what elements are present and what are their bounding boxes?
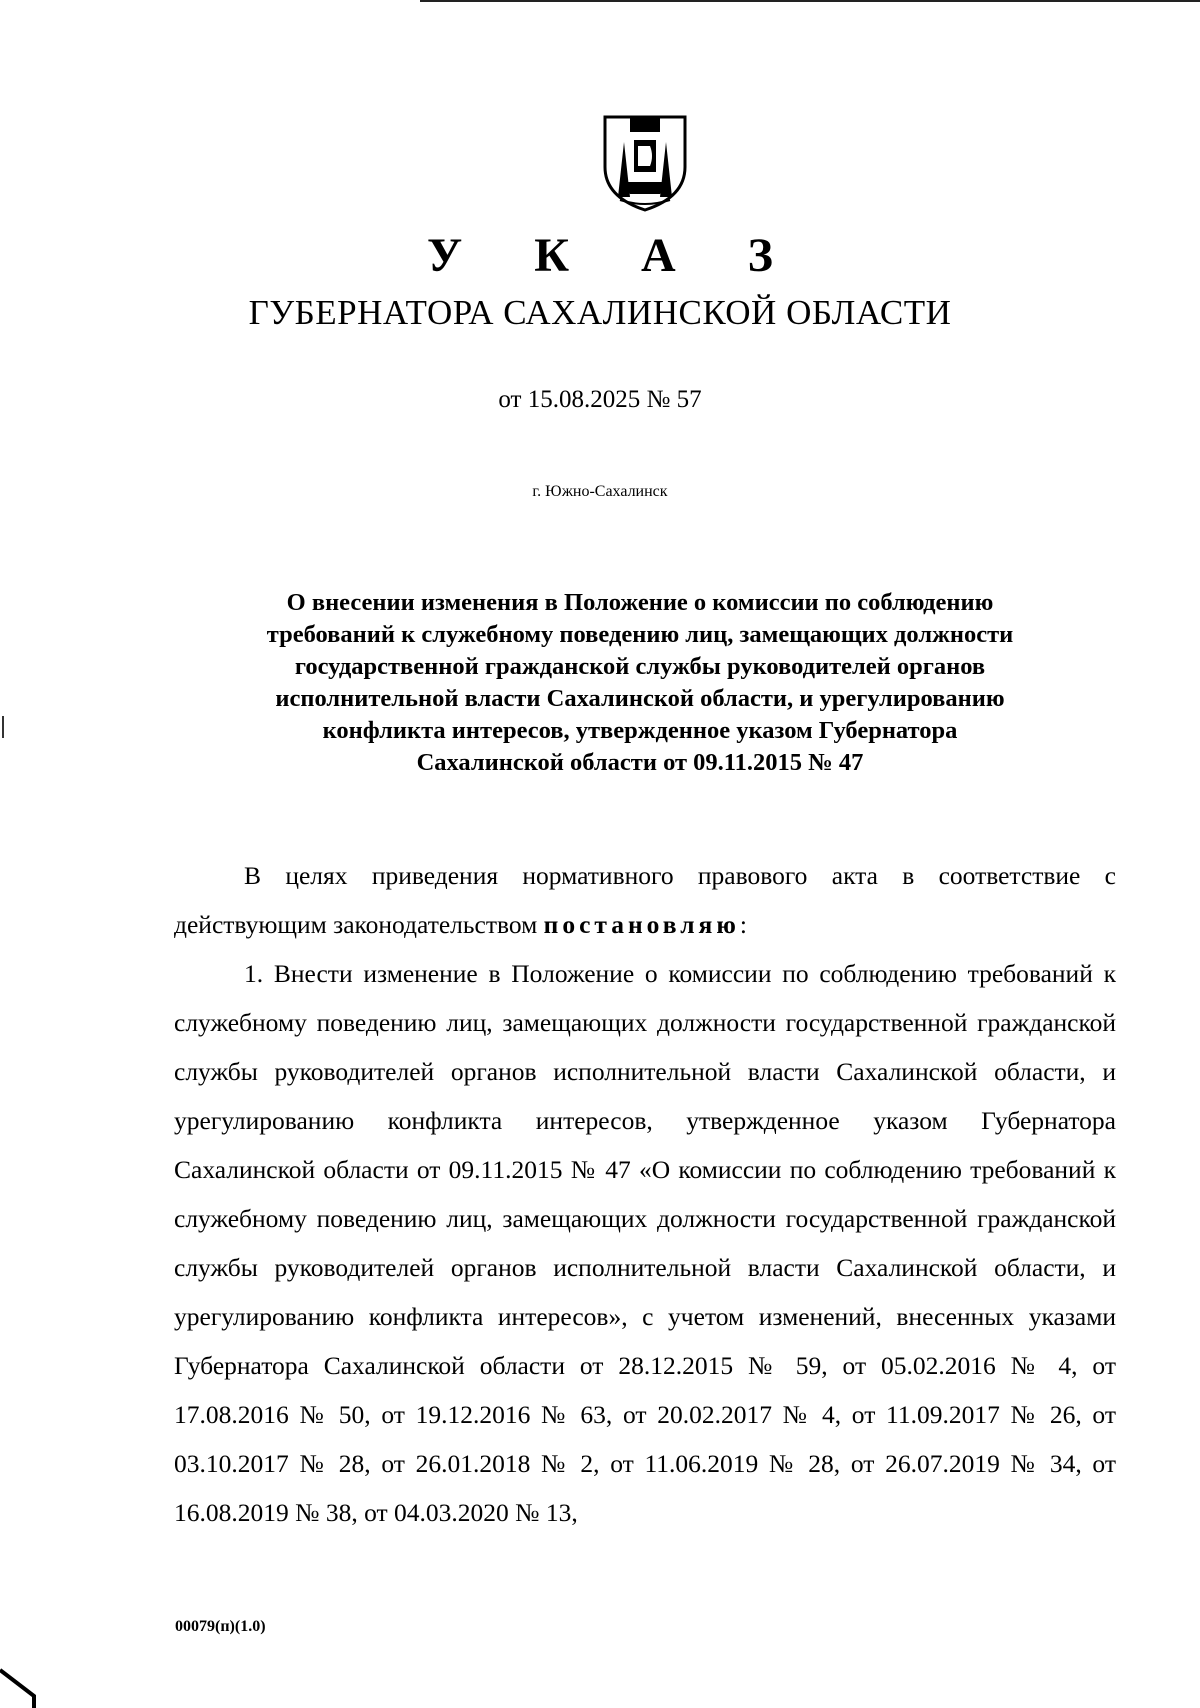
- document-title: У К А З: [426, 229, 804, 282]
- issuer-name: ГУБЕРНАТОРА САХАЛИНСКОЙ ОБЛАСТИ: [248, 293, 952, 332]
- heading-line: конфликта интересов, утвержденное указом Губернатора: [322, 717, 958, 744]
- decree-body: [174, 851, 1116, 1537]
- heading-line: государственной гражданской службы руководителей органов: [294, 653, 986, 680]
- scan-corner-mark: [0, 1668, 40, 1708]
- document-code: 00079(п)(1.0): [175, 1618, 266, 1635]
- heading-line: О внесении изменения в Положение о комиссии по соблюдению: [286, 589, 994, 616]
- preamble-end: :: [739, 910, 747, 939]
- coat-of-arms-icon: [600, 112, 690, 212]
- scan-border-line: [420, 0, 1200, 2]
- city-name: г. Южно-Сахалинск: [532, 483, 668, 500]
- item-1-paragraph: 1. Внести изменение в Положение о комиссии по соблюдению требований к служебному поведению лиц, замещающих должности государственной гражданской службы руководителей органов исполнительной власти Сахалинской области, и урегулированию конфликта интересов, утвержденное указом Губернатора Сахалинской области от 09.11.2015 № 47 «О комиссии по соблюдению требований к служебному поведению лиц, замещающих должности государственной гражданской службы руководителей органов исполнительной власти Сахалинской области, и урегулированию конфликта интересов», с учетом изменений, внесенных указами Губернатора Сахалинской области от 28.12.2015 № 59, от 05.02.2016 № 4, от 17.08.2016 № 50, от 19.12.2016 № 63, от 20.02.2017 № 4, от 11.09.2017 № 26, от 03.10.2017 № 28, от 26.01.2018 № 2, от 11.06.2019 № 28, от 26.07.2019 № 34, от 16.08.2019 № 38, от 04.03.2020 № 13,: [174, 959, 1116, 1527]
- heading-line: Сахалинской области от 09.11.2015 № 47: [416, 749, 864, 776]
- date-and-number: от 15.08.2025 № 57: [498, 386, 702, 413]
- preamble-paragraph: [174, 851, 1116, 949]
- heading-line: исполнительной власти Сахалинской области, и урегулированию: [275, 685, 1005, 712]
- decree-heading: [175, 587, 1105, 779]
- heading-line: требований к служебному поведению лиц, замещающих должности: [266, 621, 1014, 648]
- preamble-text: В целях приведения нормативного правового акта в соответствие с действующим законодательством: [174, 861, 1116, 939]
- scan-margin-mark: [2, 716, 4, 738]
- preamble-keyword: постановляю: [543, 910, 740, 939]
